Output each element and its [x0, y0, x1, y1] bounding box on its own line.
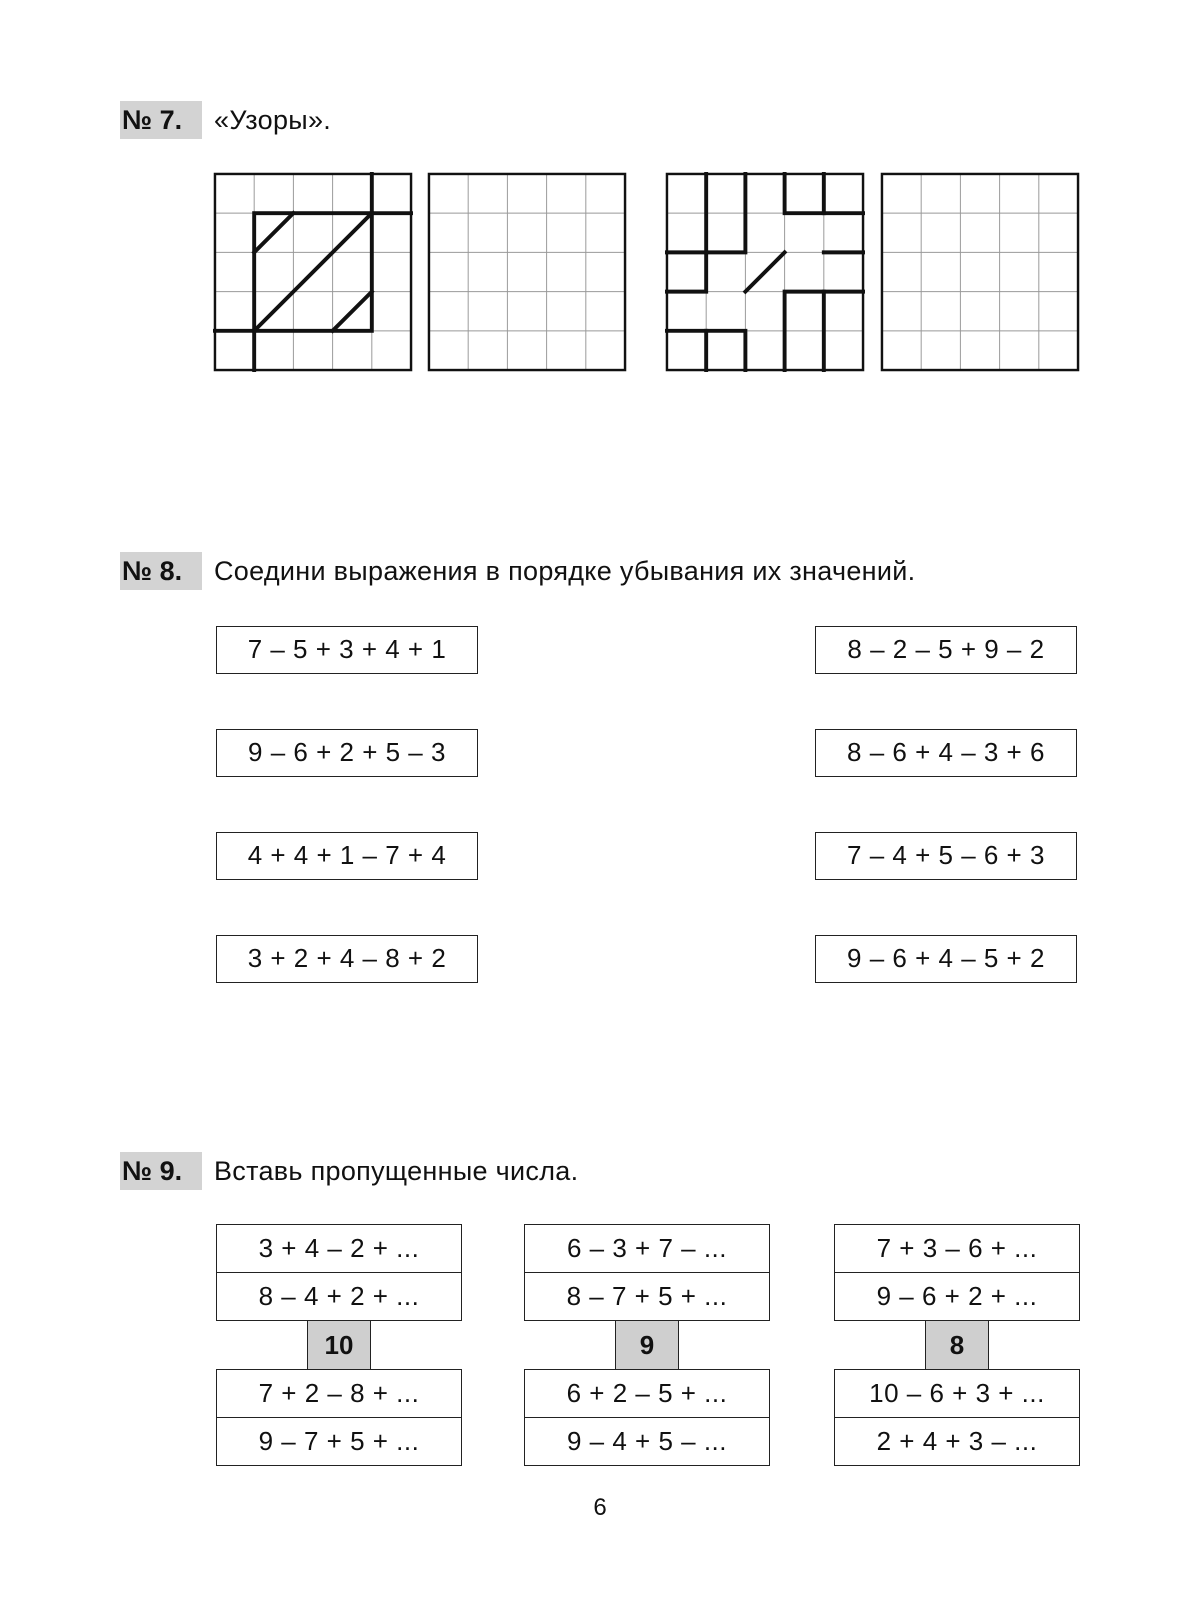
tower-result: 10 — [307, 1321, 371, 1369]
tower-cell[interactable]: 7 + 3 – 6 + ... — [834, 1224, 1080, 1273]
page-number: 6 — [593, 1494, 607, 1521]
pattern-1-sample — [213, 172, 413, 372]
expression-left-2[interactable]: 9 – 6 + 2 + 5 – 3 — [216, 729, 478, 777]
tower-cell[interactable]: 9 – 7 + 5 + ... — [216, 1417, 462, 1466]
tower-cell[interactable]: 2 + 4 + 3 – ... — [834, 1417, 1080, 1466]
tower-cell[interactable]: 9 – 6 + 2 + ... — [834, 1272, 1080, 1321]
pattern-3-sample — [665, 172, 865, 372]
tower-cell[interactable]: 6 – 3 + 7 – ... — [524, 1224, 770, 1273]
tower-result: 8 — [925, 1321, 989, 1369]
expression-left-4[interactable]: 3 + 2 + 4 – 8 + 2 — [216, 935, 478, 983]
tower-cell[interactable]: 10 – 6 + 3 + ... — [834, 1369, 1080, 1418]
tower-cell[interactable]: 6 + 2 – 5 + ... — [524, 1369, 770, 1418]
task-9-number: № 9. — [120, 1152, 202, 1190]
task-7-title: «Узоры». — [214, 105, 332, 135]
expression-left-1[interactable]: 7 – 5 + 3 + 4 + 1 — [216, 626, 478, 674]
pattern-4-empty-grid[interactable] — [880, 172, 1080, 372]
task-8-number: № 8. — [120, 552, 202, 590]
expression-left-3[interactable]: 4 + 4 + 1 – 7 + 4 — [216, 832, 478, 880]
task-9-title: Вставь пропущенные числа. — [214, 1156, 579, 1186]
tower-cell[interactable]: 7 + 2 – 8 + ... — [216, 1369, 462, 1418]
expression-right-1[interactable]: 8 – 2 – 5 + 9 – 2 — [815, 626, 1077, 674]
task-8-title: Соедини выражения в порядке убывания их значений. — [214, 556, 916, 586]
expression-right-3[interactable]: 7 – 4 + 5 – 6 + 3 — [815, 832, 1077, 880]
tower-cell[interactable]: 3 + 4 – 2 + ... — [216, 1224, 462, 1273]
expression-right-4[interactable]: 9 – 6 + 4 – 5 + 2 — [815, 935, 1077, 983]
pattern-2-empty-grid[interactable] — [427, 172, 627, 372]
expression-right-2[interactable]: 8 – 6 + 4 – 3 + 6 — [815, 729, 1077, 777]
tower-cell[interactable]: 9 – 4 + 5 – ... — [524, 1417, 770, 1466]
tower-cell[interactable]: 8 – 7 + 5 + ... — [524, 1272, 770, 1321]
tower-result: 9 — [615, 1321, 679, 1369]
tower-cell[interactable]: 8 – 4 + 2 + ... — [216, 1272, 462, 1321]
task-7-number: № 7. — [120, 101, 202, 139]
